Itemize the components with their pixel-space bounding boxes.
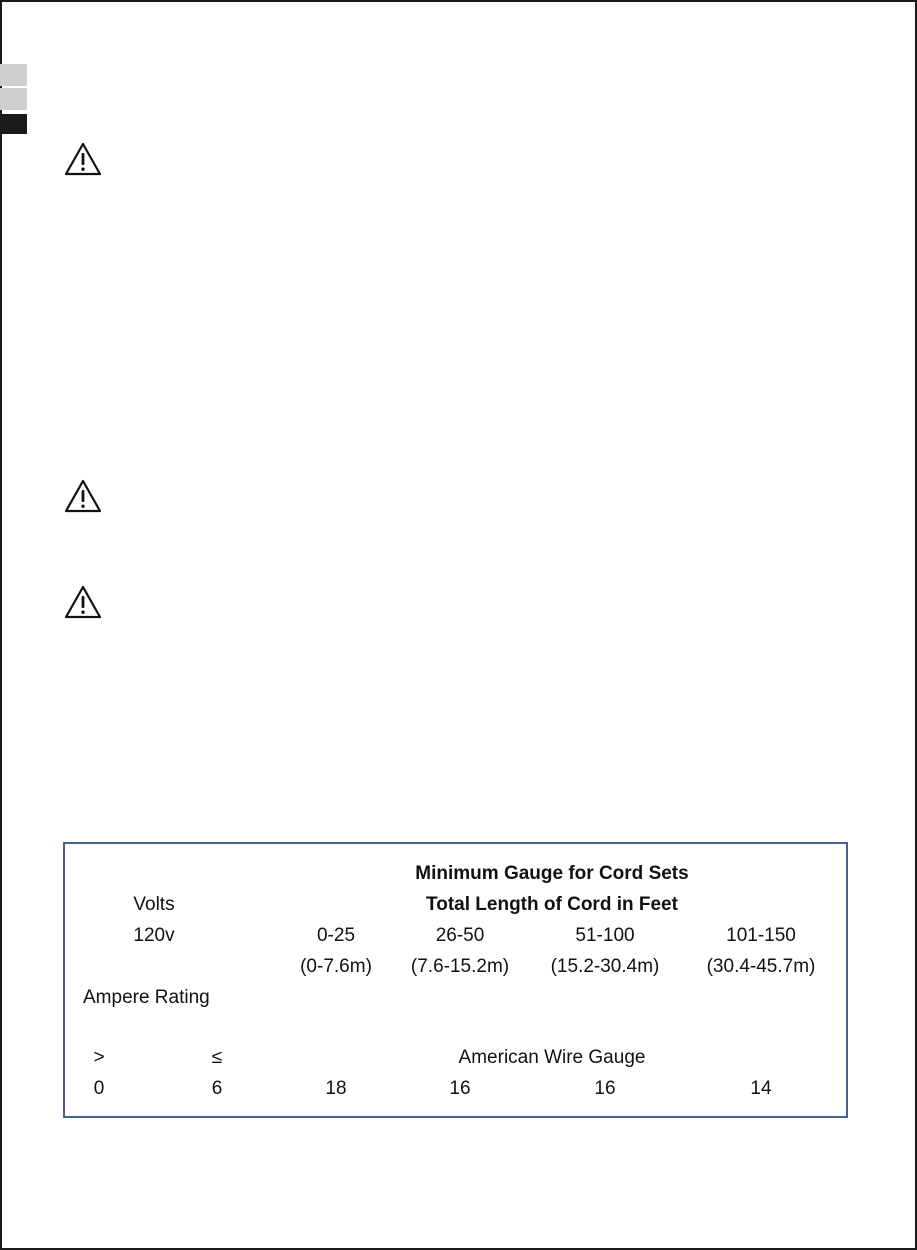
warning-triangle-icon xyxy=(63,141,103,177)
gauge-value-2: 16 xyxy=(594,1078,616,1099)
american-wire-gauge-label: American Wire Gauge xyxy=(458,1047,646,1068)
section-tab-marker xyxy=(0,64,27,86)
warning-triangle-icon xyxy=(63,584,103,620)
column-feet-3: 101-150 xyxy=(726,925,796,946)
volts-label: Volts xyxy=(133,894,175,915)
minimum-gauge-table xyxy=(63,842,848,1118)
amp-less-equal-header: ≤ xyxy=(211,1047,223,1068)
column-feet-0: 0-25 xyxy=(316,925,356,946)
active-section-tab-marker xyxy=(0,114,27,134)
table-title: Minimum Gauge for Cord Sets xyxy=(415,863,689,884)
amp-less-equal-value: 6 xyxy=(211,1078,223,1099)
warning-triangle-icon xyxy=(63,478,103,514)
column-meters-0: (0-7.6m) xyxy=(300,956,372,977)
gauge-value-0: 18 xyxy=(325,1078,347,1099)
column-meters-3: (30.4-45.7m) xyxy=(706,956,816,977)
volts-value: 120v xyxy=(133,925,175,946)
column-feet-2: 51-100 xyxy=(575,925,635,946)
column-meters-2: (15.2-30.4m) xyxy=(550,956,660,977)
ampere-rating-label: Ampere Rating xyxy=(83,987,210,1008)
amp-greater-value: 0 xyxy=(93,1078,105,1099)
gauge-value-3: 14 xyxy=(750,1078,772,1099)
gauge-value-1: 16 xyxy=(449,1078,471,1099)
column-meters-1: (7.6-15.2m) xyxy=(410,956,510,977)
section-tab-marker xyxy=(0,88,27,110)
table-subtitle: Total Length of Cord in Feet xyxy=(426,894,678,915)
column-feet-1: 26-50 xyxy=(435,925,485,946)
amp-greater-header: > xyxy=(93,1047,105,1068)
